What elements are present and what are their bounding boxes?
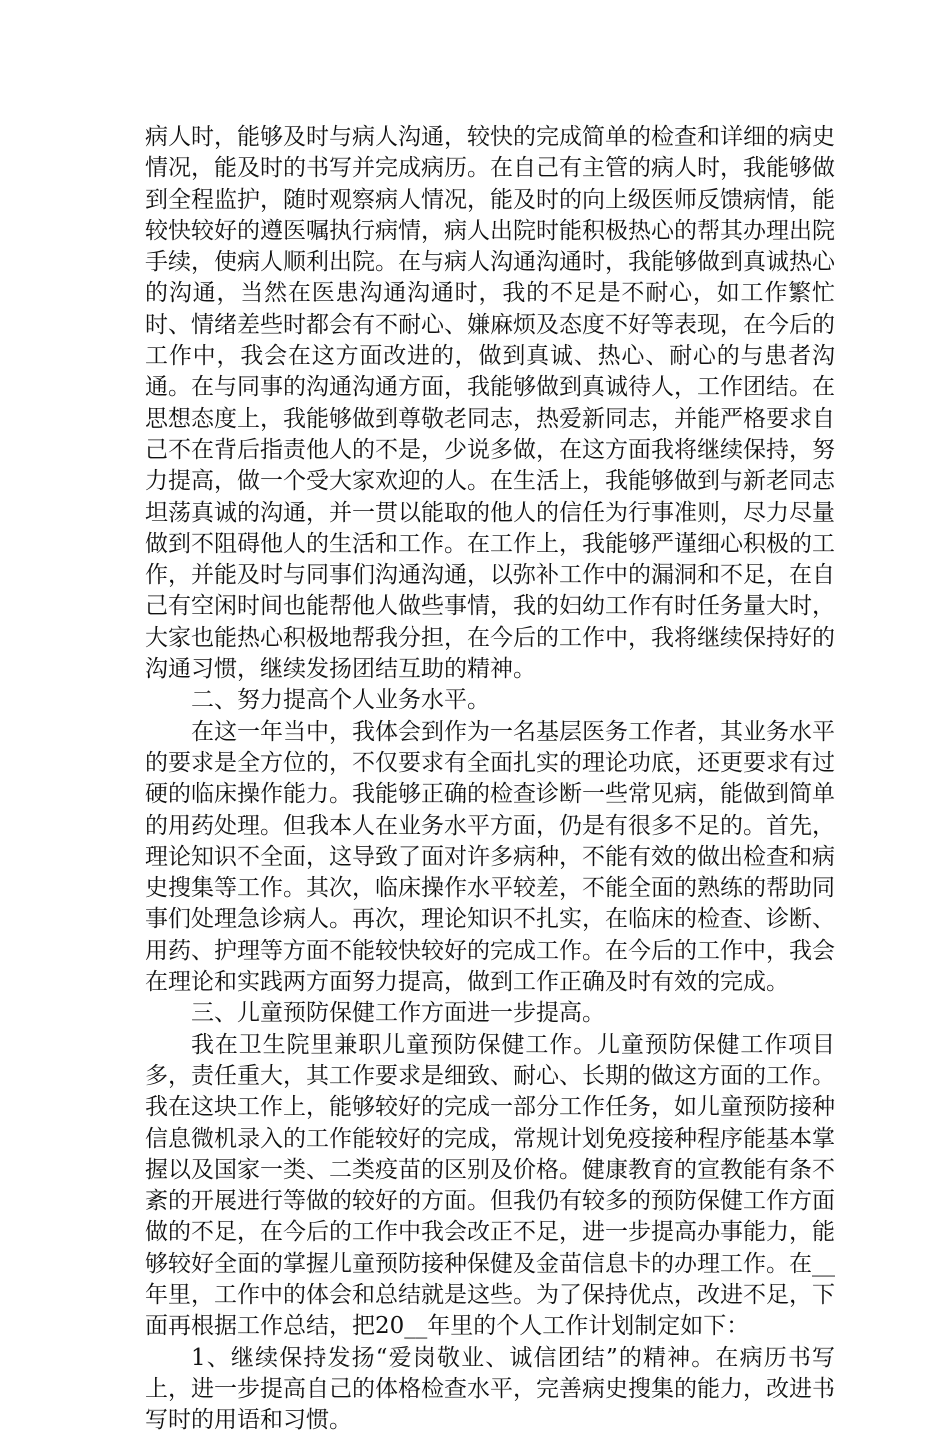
- paragraph-business-level: 在这一年当中，我体会到作为一名基层医务工作者，其业务水平的要求是全方位的，不仅要求有全面扎实的理论功底，还更要求有过硬的临床操作能力。我能够正确的检查诊断一些常见病，能做到简单的用药处理。但我本人在业务水平方面，仍是有很多不足的。首先，理论知识不全面，这导致了面对许多病种，不能有效的做出检查和病史搜集等工作。其次，临床操作水平较差，不能全面的熟练的帮助同事们处理急诊病人。再次，理论知识不扎实，在临床的检查、诊断、用药、护理等方面不能较快较好的完成工作。在今后的工作中，我会在理论和实践两方面努力提高，做到工作正确及时有效的完成。: [145, 718, 835, 996]
- section-heading-business-level: 二、努力提高个人业务水平。: [191, 687, 490, 714]
- paragraph-child-healthcare: 我在卫生院里兼职儿童预防保健工作。儿童预防保健工作项目多，责任重大，其工作要求是细致、耐心、长期的做这方面的工作。我在这块工作上，能够较好的完成一部分工作任务，如儿童预防接种信息微机录入的工作能较好的完成，常规计划免疫接种程序能基本掌握以及国家一类、二类疫苗的区别及价格。健康教育的宣教能有条不紊的开展进行等做的较好的方面。但我仍有较多的预防保健工作方面做的不足，在今后的工作中我会改正不足，进一步提高办事能力，能够较好全面的掌握儿童预防接种保健及金苗信息卡的办理工作。在__年里，工作中的体会和总结就是这些。为了保持优点，改进不足，下面再根据工作总结，把20__年里的个人工作计划制定如下：: [145, 1031, 835, 1340]
- section-heading-child-healthcare: 三、儿童预防保健工作方面进一步提高。: [191, 1000, 605, 1027]
- paragraph-patient-communication: 病人时，能够及时与病人沟通，较快的完成简单的检查和详细的病史情况，能及时的书写并完成病历。在自己有主管的病人时，我能够做到全程监护，随时观察病人情况，能及时的向上级医师反馈病情，能较快较好的遵医嘱执行病情，病人出院时能积极热心的帮其办理出院手续，使病人顺利出院。在与病人沟通沟通时，我能够做到真诚热心的沟通，当然在医患沟通沟通时，我的不足是不耐心，如工作繁忙时、情绪差些时都会有不耐心、嫌麻烦及态度不好等表现，在今后的工作中，我会在这方面改进的，做到真诚、热心、耐心的与患者沟通。在与同事的沟通沟通方面，我能够做到真诚待人，工作团结。在思想态度上，我能够做到尊敬老同志，热爱新同志，并能严格要求自己不在背后指责他人的不是，少说多做，在这方面我将继续保持，努力提高，做一个受大家欢迎的人。在生活上，我能够做到与新老同志坦荡真诚的沟通，并一贯以能取的他人的信任为行事准则，尽力尽量做到不阻碍他人的生活和工作。在工作上，我能够严谨细心积极的工作，并能及时与同事们沟通沟通，以弥补工作中的漏洞和不足，在自己有空闲时间也能帮他人做些事情，我的妇幼工作有时任务量大时，大家也能热心积极地帮我分担，在今后的工作中，我将继续保持好的沟通习惯，继续发扬团结互助的精神。: [145, 124, 835, 683]
- document-body: [145, 122, 835, 1436]
- paragraph-plan-item-1: 1、继续保持发扬“爱岗敬业、诚信团结”的精神。在病历书写上，进一步提高自己的体格检查水平，完善病史搜集的能力，改进书写时的用语和习惯。: [145, 1344, 835, 1434]
